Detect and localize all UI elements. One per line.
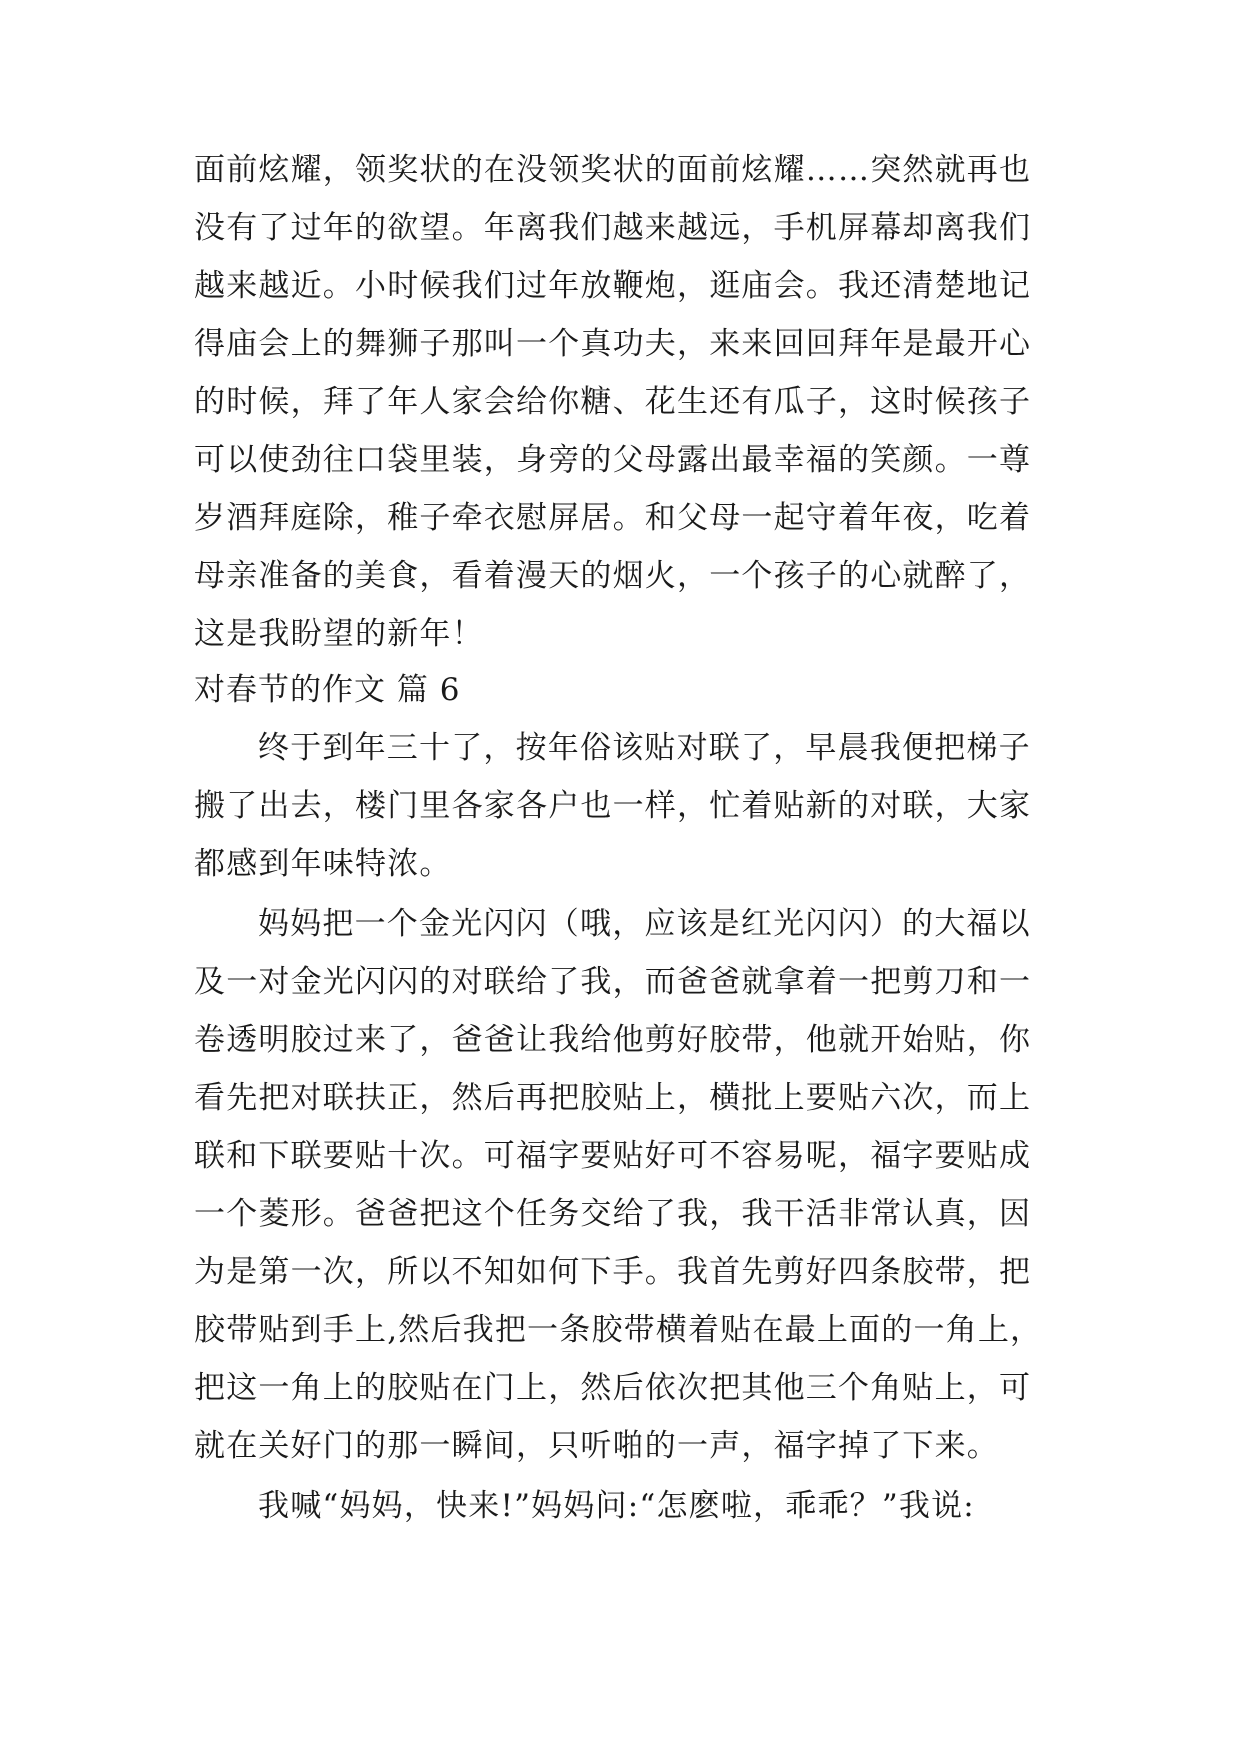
text-line: 卷透明胶过来了，爸爸让我给他剪好胶带，他就开始贴，你: [194, 1022, 1032, 1058]
text-line: 为是第一次，所以不知如何下手。我首先剪好四条胶带，把: [194, 1254, 1032, 1290]
text-line: 越来越近。小时候我们过年放鞭炮，逛庙会。我还清楚地记: [194, 268, 1032, 304]
text-line: 的时候，拜了年人家会给你糖、花生还有瓜子，这时候孩子: [194, 384, 1032, 420]
text-line: 终于到年三十了，按年俗该贴对联了，早晨我便把梯子: [258, 730, 1031, 766]
text-line: 及一对金光闪闪的对联给了我，而爸爸就拿着一把剪刀和一: [194, 964, 1032, 1000]
text-line: 胶带贴到手上,然后我把一条胶带横着贴在最上面的一角上，: [194, 1312, 1043, 1348]
text-line: 得庙会上的舞狮子那叫一个真功夫，来来回回拜年是最开心: [194, 326, 1032, 362]
text-line: 搬了出去，楼门里各家各户也一样，忙着贴新的对联，大家: [194, 788, 1032, 824]
section-title: 对春节的作文 篇 6: [194, 672, 461, 708]
text-line: 都感到年味特浓。: [194, 846, 452, 882]
text-line: 可以使劲往口袋里装，身旁的父母露出最幸福的笑颜。一尊: [194, 442, 1032, 478]
text-line: 把这一角上的胶贴在门上，然后依次把其他三个角贴上，可: [194, 1370, 1032, 1406]
text-line: 没有了过年的欲望。年离我们越来越远，手机屏幕却离我们: [194, 210, 1032, 246]
text-line: 妈妈把一个金光闪闪（哦，应该是红光闪闪）的大福以: [258, 906, 1031, 942]
text-line: 岁酒拜庭除，稚子牵衣慰屏居。和父母一起守着年夜，吃着: [194, 500, 1032, 536]
text-line: 就在关好门的那一瞬间，只听啪的一声，福字掉了下来。: [194, 1428, 999, 1464]
text-line: 面前炫耀，领奖状的在没领奖状的面前炫耀……突然就再也: [194, 152, 1032, 188]
text-line: 母亲准备的美食，看着漫天的烟火，一个孩子的心就醉了，: [194, 558, 1032, 594]
text-line: 我喊“妈妈，快来!”妈妈问:“怎麽啦，乖乖？”我说:: [258, 1488, 975, 1524]
text-line: 联和下联要贴十次。可福字要贴好可不容易呢，福字要贴成: [194, 1138, 1032, 1174]
text-line: 一个菱形。爸爸把这个任务交给了我，我干活非常认真，因: [194, 1196, 1032, 1232]
text-line: 看先把对联扶正，然后再把胶贴上，横批上要贴六次，而上: [194, 1080, 1032, 1116]
text-line: 这是我盼望的新年！: [194, 616, 484, 652]
